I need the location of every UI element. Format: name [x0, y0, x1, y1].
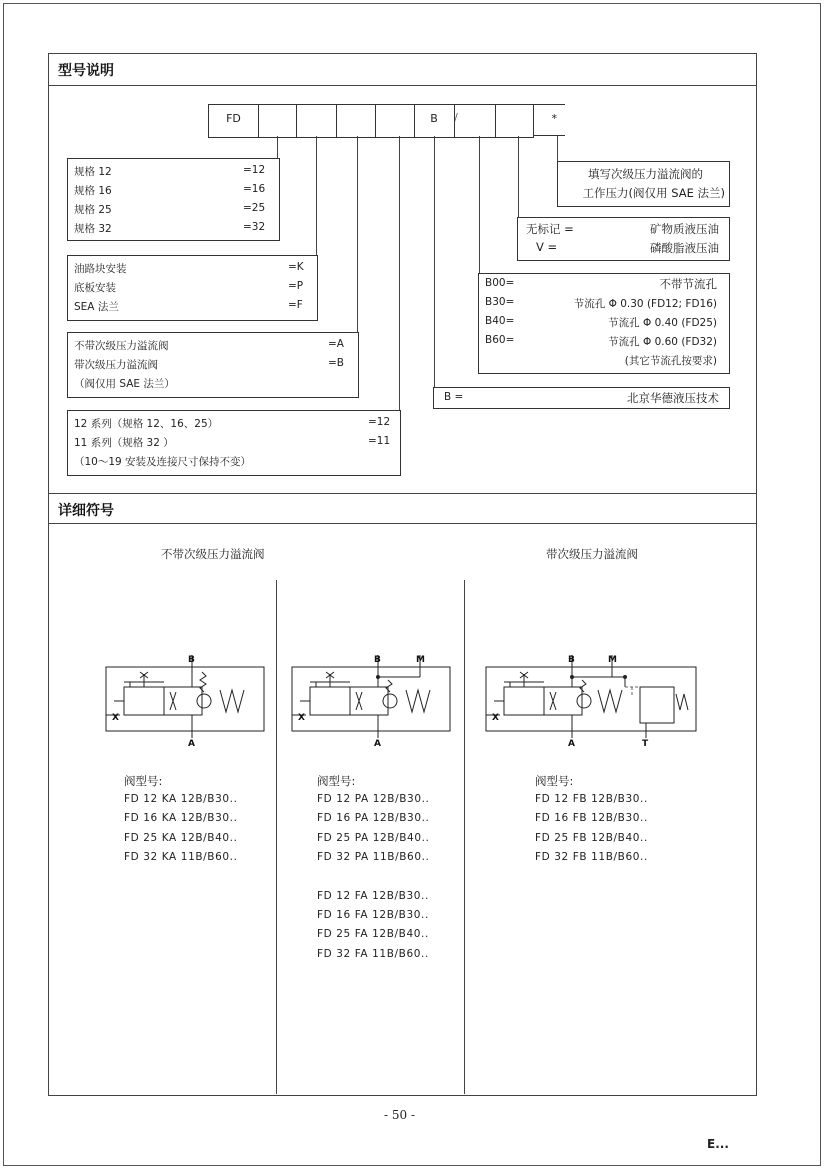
section-divider	[48, 523, 756, 524]
fluid-value: 磷酸脂液压油	[650, 241, 719, 255]
model-cell-series	[375, 104, 415, 138]
section-divider	[48, 85, 756, 86]
hydraulic-symbol-pa	[286, 650, 456, 748]
model-cell-fluid	[494, 104, 534, 138]
valve-model: FD 12 PA 12B/B30..	[317, 793, 430, 805]
valve-model: FD 16 PA 12B/B30..	[317, 812, 430, 824]
valve-model-label: 阀型号:	[124, 774, 163, 788]
valve-model: FD 25 FB 12B/B40..	[535, 832, 648, 844]
orifice-value: 节流孔 Φ 0.60 (FD32)	[608, 336, 717, 348]
series-value: =11	[368, 435, 391, 447]
port-t-label: T	[642, 739, 649, 748]
valve-model: FD 25 PA 12B/B40..	[317, 832, 430, 844]
section-divider	[48, 493, 756, 494]
port-b-label: B	[374, 655, 381, 665]
fluid-label: 无标记 =	[526, 222, 574, 236]
model-cell-pilot	[336, 104, 376, 138]
model-cell-mount	[296, 104, 337, 138]
port-b-label: B	[568, 655, 575, 665]
connector-line	[479, 136, 480, 273]
heading-with-secondary: 带次级压力溢流阀	[546, 547, 638, 561]
brand-box	[433, 387, 730, 409]
orifice-value: 不带节流孔	[659, 277, 717, 291]
brand-label: B =	[444, 391, 464, 403]
model-cell-slash: /	[454, 111, 458, 124]
connector-line	[357, 136, 358, 332]
mount-value: =F	[288, 299, 303, 311]
size-label: 规格 12	[74, 166, 112, 178]
port-a-label: A	[568, 739, 575, 748]
size-value: =25	[243, 202, 266, 214]
model-section-title: 型号说明	[58, 63, 114, 79]
pressure-line: 填写次级压力溢流阀的	[588, 167, 703, 181]
mount-value: =P	[288, 280, 304, 292]
port-x-label: X	[112, 713, 119, 723]
mount-label: 底板安装	[74, 282, 116, 294]
valve-model: FD 16 FB 12B/B30..	[535, 812, 648, 824]
brand-value: 北京华德液压技术	[627, 391, 719, 405]
hydraulic-symbol-ka	[100, 650, 270, 748]
hydraulic-symbol-fb	[480, 650, 702, 748]
mount-label: SEA 法兰	[74, 301, 119, 313]
valve-model: FD 12 FA 12B/B30..	[317, 890, 429, 902]
valve-model: FD 32 FA 11B/B60..	[317, 948, 429, 960]
valve-model: FD 16 KA 12B/B30..	[124, 812, 238, 824]
fluid-value: 矿物质液压油	[650, 222, 719, 236]
pilot-label: 不带次级压力溢流阀	[74, 340, 169, 352]
pilot-value: =A	[328, 338, 344, 350]
size-value: =32	[243, 221, 266, 233]
valve-model: FD 16 FA 12B/B30..	[317, 909, 429, 921]
mount-box	[67, 255, 318, 321]
mount-label: 油路块安装	[74, 263, 127, 275]
series-box	[67, 410, 401, 476]
mount-value: =K	[288, 261, 304, 273]
model-cell-size	[257, 104, 297, 138]
pilot-value: =B	[328, 357, 345, 369]
pilot-label: 带次级压力溢流阀	[74, 359, 158, 371]
connector-line	[518, 136, 519, 217]
size-box	[67, 158, 280, 241]
size-label: 规格 16	[74, 185, 112, 197]
valve-model: FD 12 KA 12B/B30..	[124, 793, 238, 805]
series-label: （10～19 安装及连接尺寸保持不变）	[74, 456, 252, 468]
orifice-label: B40=	[485, 315, 515, 327]
detail-section-title: 详细符号	[58, 503, 114, 519]
series-label: 11 系列（规格 32 ）	[74, 437, 174, 449]
orifice-value: 节流孔 Φ 0.30 (FD12; FD16)	[573, 298, 717, 310]
footer-mark: E...	[707, 1137, 729, 1151]
valve-model: FD 32 FB 11B/B60..	[535, 851, 648, 863]
port-a-label: A	[374, 739, 381, 748]
pilot-label: （阀仅用 SAE 法兰）	[74, 378, 175, 390]
series-value: =12	[368, 416, 391, 428]
orifice-note: (其它节流孔按要求)	[624, 355, 717, 367]
model-cell-orifice	[454, 104, 496, 138]
port-x-label: X	[298, 713, 305, 723]
size-label: 规格 25	[74, 204, 112, 216]
model-cell-fd: FD	[208, 104, 259, 138]
port-m-label: M	[608, 655, 617, 665]
valve-model: FD 32 PA 11B/B60..	[317, 851, 430, 863]
size-value: =12	[243, 164, 266, 176]
valve-model: FD 32 KA 11B/B60..	[124, 851, 238, 863]
size-label: 规格 32	[74, 223, 112, 235]
connector-line	[434, 136, 435, 387]
orifice-box	[478, 273, 730, 374]
size-value: =16	[243, 183, 266, 195]
orifice-value: 节流孔 Φ 0.40 (FD25)	[608, 317, 717, 329]
port-b-label: B	[188, 655, 195, 665]
valve-model-label: 阀型号:	[535, 774, 574, 788]
connector-line	[277, 136, 278, 158]
model-cell-pressure: *	[533, 104, 565, 136]
heading-without-secondary: 不带次级压力溢流阀	[161, 547, 265, 561]
valve-model: FD 12 FB 12B/B30..	[535, 793, 648, 805]
fluid-box	[517, 217, 730, 261]
port-a-label: A	[188, 739, 195, 748]
page-number: - 50 -	[384, 1108, 416, 1122]
valve-model-label: 阀型号:	[317, 774, 356, 788]
pilot-box	[67, 332, 359, 398]
connector-line	[399, 136, 400, 411]
valve-model: FD 25 FA 12B/B40..	[317, 928, 429, 940]
pressure-line: 工作压力(阀仅用 SAE 法兰)	[582, 186, 725, 200]
connector-line	[316, 136, 317, 255]
column-divider	[464, 580, 465, 1094]
valve-model: FD 25 KA 12B/B40..	[124, 832, 238, 844]
port-m-label: M	[416, 655, 425, 665]
column-divider	[276, 580, 277, 1094]
connector-line	[557, 136, 558, 161]
series-label: 12 系列（规格 12、16、25）	[74, 418, 219, 430]
orifice-label: B60=	[485, 334, 515, 346]
pressure-box	[557, 161, 730, 207]
fluid-label: V =	[536, 240, 558, 254]
model-cell-brand: B	[414, 104, 454, 138]
orifice-label: B00=	[485, 277, 515, 289]
port-x-label: X	[492, 713, 499, 723]
orifice-label: B30=	[485, 296, 515, 308]
